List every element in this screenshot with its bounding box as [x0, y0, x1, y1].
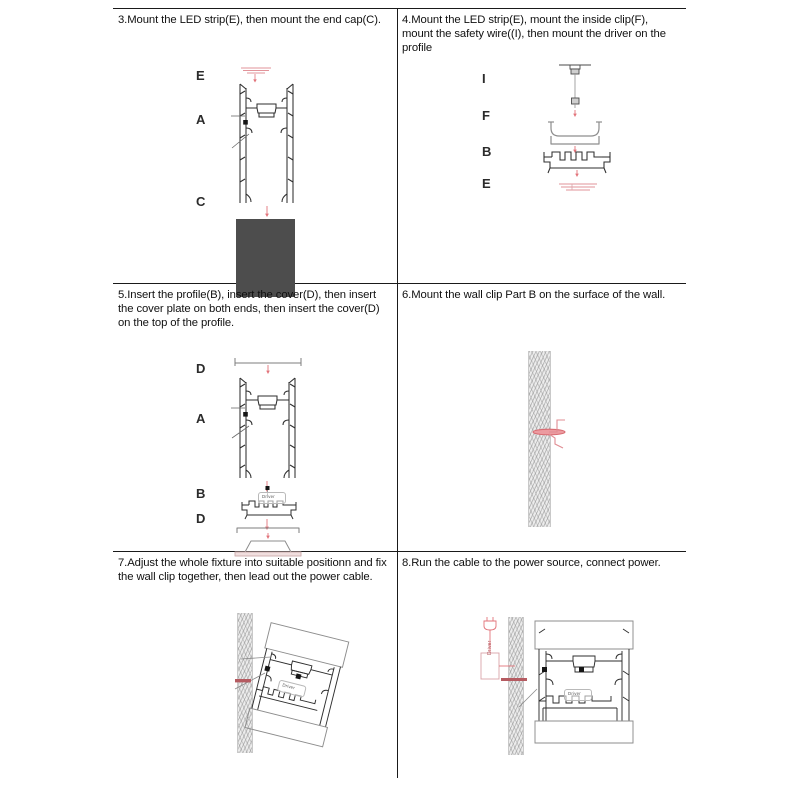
step-4-figure [397, 8, 686, 283]
driver-label-step7: Driver [281, 682, 296, 691]
wall-clip-mounted [525, 408, 595, 458]
leader-lines-step7 [231, 649, 301, 709]
step-5-label-A: A [196, 411, 206, 426]
step-6-text: 6.Mount the wall clip Part B on the surface of the wall. [402, 289, 666, 301]
step-5-label-B: B [196, 486, 206, 501]
driver-label-step8: Driver [568, 691, 581, 696]
safety-wire-assembly [547, 60, 607, 118]
step-3-text: 3.Mount the LED strip(E), then mount the end cap(C). [118, 14, 381, 26]
inside-clip-F [545, 120, 609, 150]
step-cell-3 [113, 8, 397, 283]
step-8-text: 8.Run the cable to the power source, connect power. [402, 557, 661, 569]
step-4-text: 4.Mount the LED strip(E), mount the inside clip(F), mount the safety wire((I), then mount the driver on the profile [402, 14, 666, 55]
driver-label-step5: Driver [262, 494, 275, 499]
step-3-label-E: E [196, 68, 205, 83]
step-cell-8 [397, 551, 686, 778]
step-5-label-D-bottom: D [196, 511, 206, 526]
step-4-label-B: B [482, 144, 492, 159]
step-5-label-D-top: D [196, 361, 206, 376]
leader-line-step8 [515, 679, 555, 719]
driver-label-plug: Driver [487, 640, 493, 655]
step-cell-6 [397, 283, 686, 551]
step-4-label-F: F [482, 108, 490, 123]
cover-D-top [231, 355, 305, 377]
step-5-figure [113, 283, 397, 551]
assembly-arrow-endcap [259, 206, 275, 220]
step-4-label-E: E [482, 176, 491, 191]
profile-A [231, 376, 305, 482]
step-6-figure [397, 283, 686, 551]
step-3-figure [113, 8, 397, 283]
step-3-label-A: A [196, 112, 206, 127]
step-3-label-C: C [196, 194, 206, 209]
profile-front-view [231, 82, 303, 206]
step-8-figure [397, 551, 686, 778]
step-4-label-I: I [482, 71, 486, 86]
step-7-text: 7.Adjust the whole fixture into suitable positionn and fix the wall clip together, then lead out the power cable. [118, 557, 387, 584]
step-5-text: 5.Insert the profile(B), insert the cover(D), then insert the cover plate on both ends, then insert the cover(D) on the top of the profile. [118, 289, 380, 330]
step-cell-7 [113, 551, 397, 778]
step-cell-5 [113, 283, 397, 551]
led-strip-E [551, 180, 607, 198]
wall-clip-B [540, 148, 616, 182]
step-cell-4 [397, 8, 686, 283]
steps-table [113, 8, 686, 778]
step-7-figure [113, 551, 397, 778]
